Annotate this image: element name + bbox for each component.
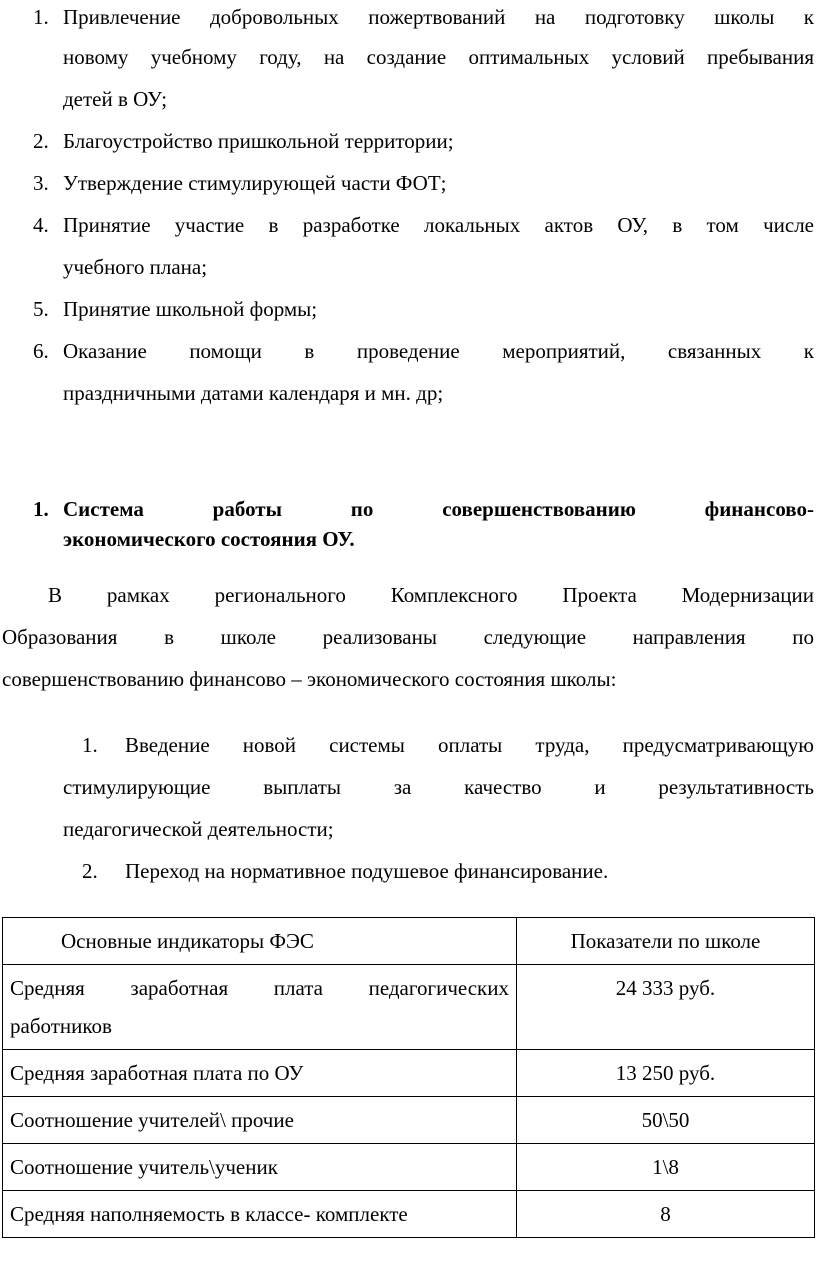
list-item-text: новому учебному году, на создание оптимальных условий пребывания [63, 45, 814, 69]
table-header-row [3, 918, 815, 965]
paragraph-line: В рамках регионального Комплексного Проекта Модернизации [48, 583, 814, 607]
table-header-cell: Показатели по школе [517, 918, 815, 965]
paragraph-line: Образования в школе реализованы следующие направления по [2, 625, 814, 649]
list-item-text: педагогической деятельности; [63, 817, 334, 841]
list-item-text: Благоустройство пришкольной территории; [63, 129, 454, 153]
table-cell-value: 1\8 [517, 1144, 815, 1191]
table-cell-value: 50\50 [517, 1097, 815, 1144]
list-item-text: Оказание помощи в проведение мероприятий, связанных к [63, 339, 814, 363]
table-cell-label: Соотношение учителей\ прочие [3, 1097, 517, 1144]
list-item-number: 6. [33, 339, 49, 363]
table-cell-value: 13 250 руб. [517, 1050, 815, 1097]
table-row [3, 1097, 815, 1144]
list-item-number: 2. [33, 129, 49, 153]
table-row [3, 965, 815, 1050]
list-item-number: 4. [33, 213, 49, 237]
table-row [3, 1050, 815, 1097]
section-title-line: экономического состояния ОУ. [63, 527, 355, 551]
table-cell-line: работников [10, 1014, 112, 1038]
table-cell-label: Средняя наполняемость в классе- комплекте [3, 1191, 517, 1238]
table-row [3, 1191, 815, 1238]
list-item-number: 1. [33, 5, 49, 29]
list-item-number: 1. [82, 733, 98, 757]
list-item-text: Привлечение добровольных пожертвований на подготовку школы к [63, 5, 814, 29]
list-item-text: детей в ОУ; [63, 87, 168, 111]
table-cell-line: Средняя заработная плата педагогических [10, 976, 509, 1000]
list-item-number: 2. [82, 859, 98, 883]
list-item-text: Введение новой системы оплаты труда, предусматривающую [125, 733, 814, 757]
table-row [3, 1144, 815, 1191]
section-number: 1. [33, 497, 49, 521]
list-item-number: 3. [33, 171, 49, 195]
list-item-text: учебного плана; [63, 255, 208, 279]
table-cell-label: Соотношение учитель\ученик [3, 1144, 517, 1191]
table-cell-value: 24 333 руб. [517, 965, 815, 1050]
list-item-text: Принятие школьной формы; [63, 297, 318, 321]
list-item-text: Утверждение стимулирующей части ФОТ; [63, 171, 447, 195]
list-item-number: 5. [33, 297, 49, 321]
list-item-text: Переход на нормативное подушевое финансирование. [125, 859, 609, 883]
table-cell-label [3, 965, 517, 1050]
section-title-line: Система работы по совершенствованию финансово- [63, 497, 814, 521]
paragraph-line: совершенствованию финансово – экономического состояния школы: [2, 667, 617, 691]
list-item-text: Принятие участие в разработке локальных актов ОУ, в том числе [63, 213, 814, 237]
fes-indicators-table [2, 917, 815, 1238]
table-cell-label: Средняя заработная плата по ОУ [3, 1050, 517, 1097]
table-header-cell: Основные индикаторы ФЭС [3, 918, 517, 965]
list-item-text: праздничными датами календаря и мн. др; [63, 381, 444, 405]
list-item-text: стимулирующие выплаты за качество и результативность [63, 775, 814, 799]
table-cell-value: 8 [517, 1191, 815, 1238]
